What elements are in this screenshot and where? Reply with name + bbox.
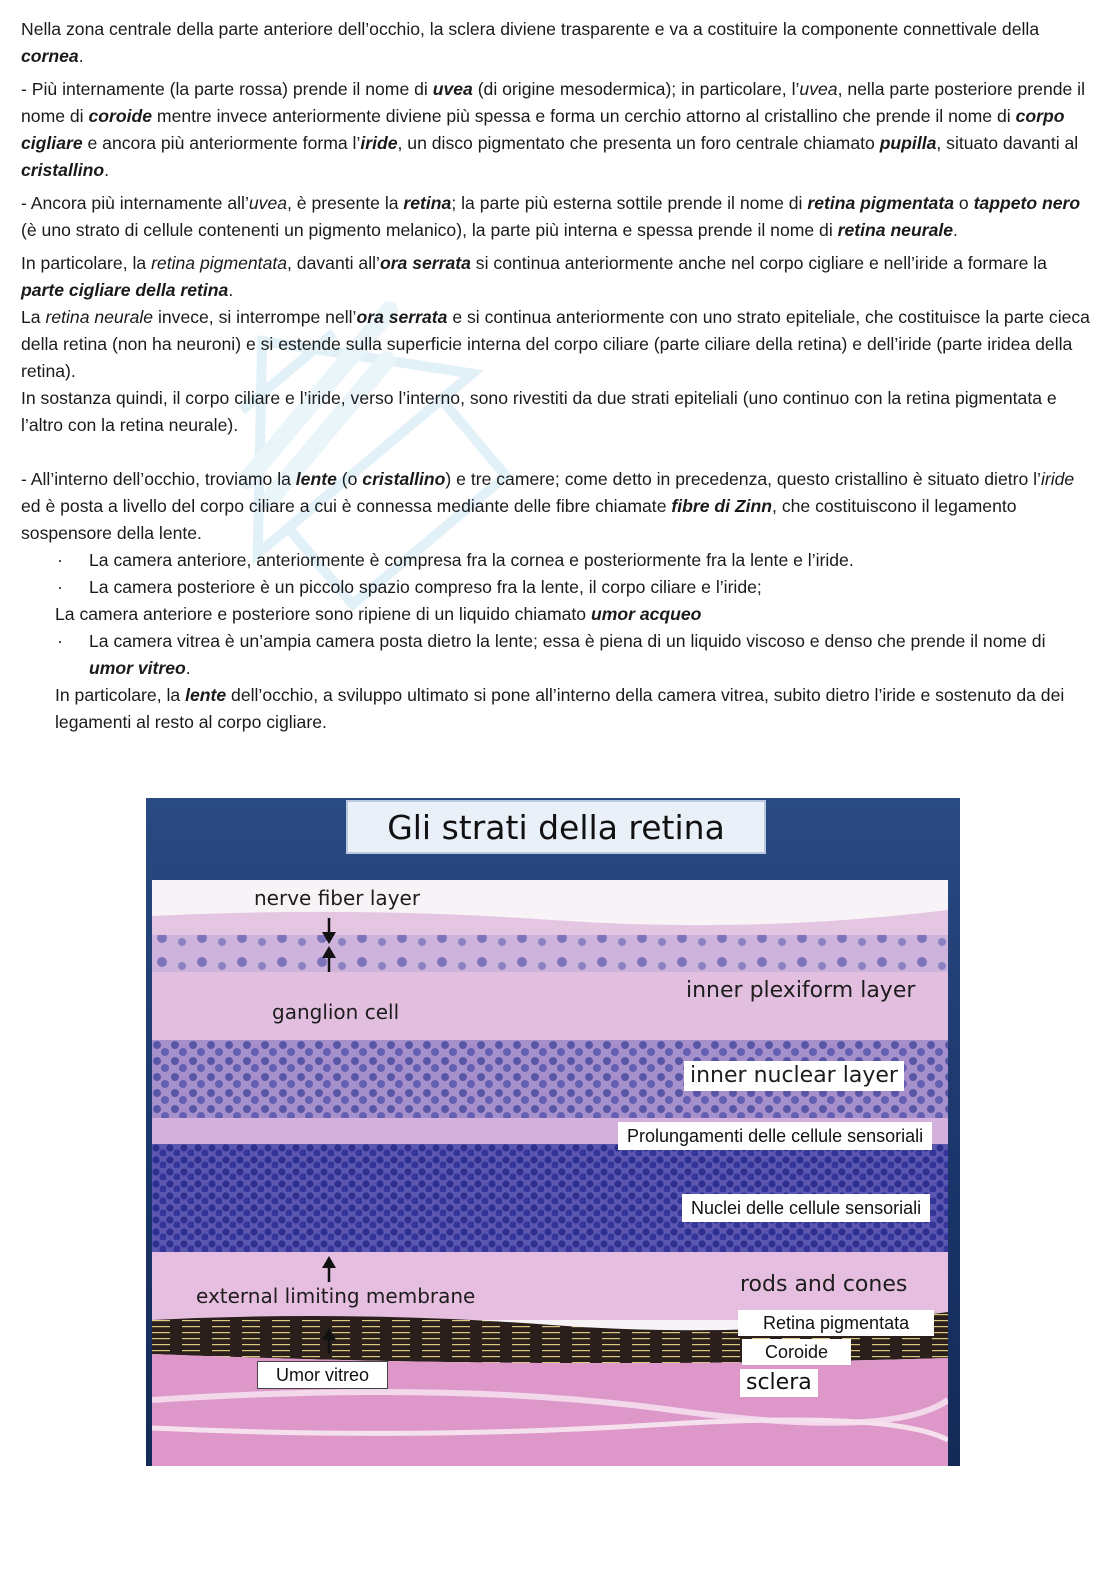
- list-item: · La camera vitrea è un’ampia camera posta dietro la lente; essa è piena di un liquido viscoso e denso che prende il nome di umor vitreo.: [21, 628, 1091, 682]
- paragraph-sostanza: In sostanza quindi, il corpo ciliare e l’iride, verso l’interno, sono rivestiti da due strati epiteliali (uno continuo con la retina pigmentata e l’altro con la retina neurale).: [21, 388, 1057, 435]
- label-external-limiting-membrane: external limiting membrane: [196, 1284, 476, 1308]
- label-rods-and-cones: rods and cones: [740, 1272, 908, 1297]
- label-nuclei-cellule-sensoriali: Nuclei delle cellule sensoriali: [682, 1194, 930, 1222]
- paragraph-lente-sviluppo: In particolare, la lente dell’occhio, a sviluppo ultimato si pone all’interno della camera vitrea, subito dietro l’iride e sostenuto da dei legamenti al resto al corpo cigliare.: [55, 685, 1065, 732]
- retina-layers-figure: [146, 798, 960, 1466]
- list-item: · La camera anteriore, anteriormente è compresa fra la cornea e posteriormente fra la lente e l’iride.: [21, 547, 1091, 574]
- list-item: · La camera posteriore è un piccolo spazio compreso fra la lente, il corpo ciliare e l’iride;: [21, 574, 1091, 601]
- bullet-icon: ·: [57, 631, 63, 651]
- paragraph-retina-neurale: La retina neurale invece, si interrompe nell’ora serrata e si continua anteriormente con uno strato epiteliale, che costituisce la parte cieca della retina (non ha neuroni) e si estende sulla superficie interna del corpo ciliare (parte ciliare della retina) e dell’iride (parte iridea della retina).: [21, 307, 1090, 381]
- label-sclera: sclera: [740, 1369, 818, 1397]
- bullet-icon: ·: [57, 550, 63, 570]
- paragraph-cornea: Nella zona centrale della parte anteriore dell’occhio, la sclera diviene trasparente e va a costituire la componente connettivale della cornea.: [21, 19, 1040, 66]
- bullet-icon: ·: [57, 577, 63, 597]
- paragraph-uvea: - Più internamente (la parte rossa) prende il nome di uvea (di origine mesodermica); in particolare, l’uvea, nella parte posteriore prende il nome di coroide mentre invece anteriormente diviene più spessa e forma un cerchio attorno al cristallino che prende il nome di corpo cigliare e ancora più anteriormente forma l’iride, un disco pigmentato che presenta un foro centrale chiamato pupilla, situato davanti al cristallino.: [21, 79, 1086, 180]
- paragraph-retina: - Ancora più internamente all’uvea, è presente la retina; la parte più esterna sottile prende il nome di retina pigmentata o tappeto nero (è uno strato di cellule contenenti un pigmento melanico), la parte più interna e spessa prende il nome di retina neurale.: [21, 193, 1081, 240]
- figure-title: Gli strati della retina: [346, 800, 766, 854]
- label-ganglion-cell: ganglion cell: [272, 1000, 400, 1024]
- arrow-up-icon: [322, 946, 336, 972]
- paragraph-lente: - All’interno dell’occhio, troviamo la lente (o cristallino) e tre camere; come detto in precedenza, questo cristallino è situato dietro l’iride ed è posta a livello del corpo ciliare a cui è connessa mediante delle fibre chiamate fibre di Zinn, che costituiscono il legamento sospensore della lente.: [21, 469, 1075, 543]
- label-nerve-fiber-layer: nerve fiber layer: [254, 886, 421, 910]
- label-inner-nuclear-layer: inner nuclear layer: [684, 1061, 904, 1091]
- label-retina-pigmentata: Retina pigmentata: [738, 1310, 934, 1336]
- arrow-up-icon: [322, 1328, 336, 1354]
- document-body: [21, 16, 1091, 736]
- label-coroide: Coroide: [742, 1339, 851, 1365]
- label-prolungamenti: Prolungamenti delle cellule sensoriali: [618, 1122, 932, 1150]
- paragraph-umor-acqueo: La camera anteriore e posteriore sono ripiene di un liquido chiamato umor acqueo: [55, 604, 702, 624]
- label-inner-plexiform-layer: inner plexiform layer: [686, 978, 916, 1003]
- arrow-down-icon: [322, 918, 336, 944]
- paragraph-retina-pigmentata: In particolare, la retina pigmentata, davanti all’ora serrata si continua anteriormente anche nel corpo cigliare e nell’iride a formare la parte cigliare della retina.: [21, 253, 1047, 300]
- arrow-up-icon: [322, 1256, 336, 1282]
- label-umor-vitreo: Umor vitreo: [257, 1361, 388, 1389]
